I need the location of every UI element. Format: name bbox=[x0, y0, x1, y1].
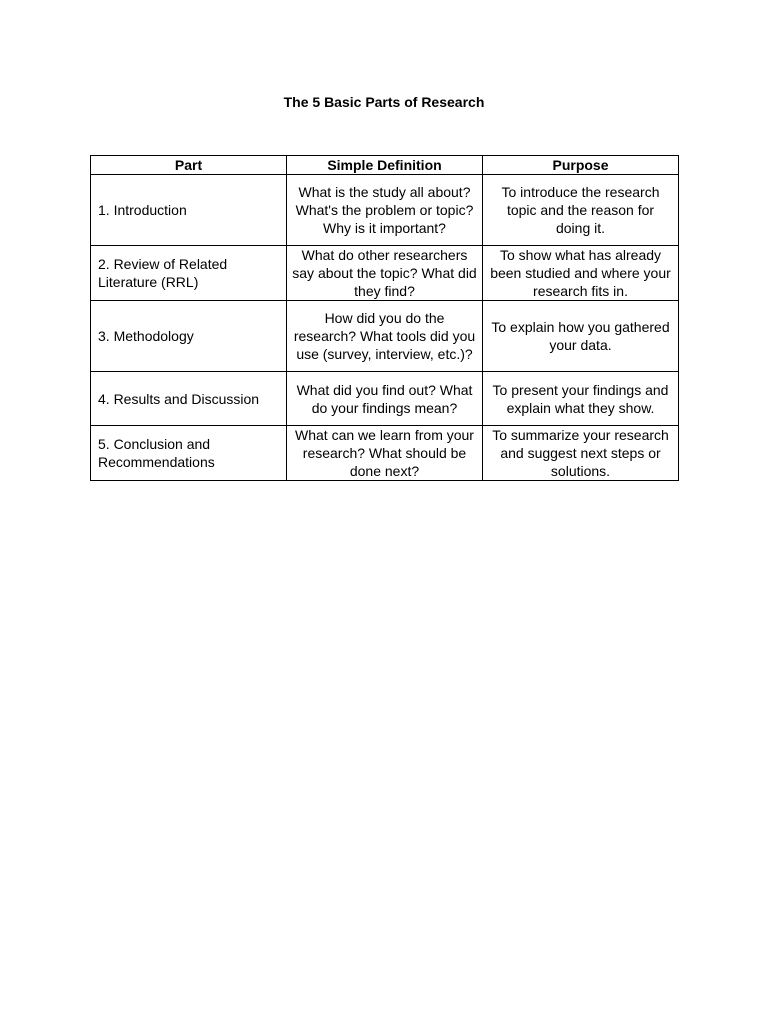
cell-purpose: To present your findings and explain what they show. bbox=[483, 372, 679, 426]
header-purpose: Purpose bbox=[483, 156, 679, 175]
cell-part: 4. Results and Discussion bbox=[91, 372, 287, 426]
cell-definition: What did you find out? What do your findings mean? bbox=[287, 372, 483, 426]
table-row-results-and-discussion bbox=[91, 372, 679, 426]
research-parts-table bbox=[90, 155, 679, 481]
cell-part: 3. Methodology bbox=[91, 301, 287, 372]
header-simple-definition: Simple Definition bbox=[287, 156, 483, 175]
cell-definition: What can we learn from your research? What should be done next? bbox=[287, 426, 483, 481]
cell-purpose: To explain how you gathered your data. bbox=[483, 301, 679, 372]
cell-part: 5. Conclusion and Recommendations bbox=[91, 426, 287, 481]
table-row-methodology bbox=[91, 301, 679, 372]
table-row-review-of-literature bbox=[91, 246, 679, 301]
cell-part: 1. Introduction bbox=[91, 175, 287, 246]
cell-definition: How did you do the research? What tools did you use (survey, interview, etc.)? bbox=[287, 301, 483, 372]
table-row-conclusion bbox=[91, 426, 679, 481]
table-row-introduction bbox=[91, 175, 679, 246]
table-header-row bbox=[91, 156, 679, 175]
cell-definition: What do other researchers say about the topic? What did they find? bbox=[287, 246, 483, 301]
cell-definition: What is the study all about? What's the problem or topic? Why is it important? bbox=[287, 175, 483, 246]
cell-part: 2. Review of Related Literature (RRL) bbox=[91, 246, 287, 301]
header-part: Part bbox=[91, 156, 287, 175]
cell-purpose: To introduce the research topic and the reason for doing it. bbox=[483, 175, 679, 246]
cell-purpose: To summarize your research and suggest next steps or solutions. bbox=[483, 426, 679, 481]
cell-purpose: To show what has already been studied and where your research fits in. bbox=[483, 246, 679, 301]
document-title: The 5 Basic Parts of Research bbox=[283, 94, 485, 110]
